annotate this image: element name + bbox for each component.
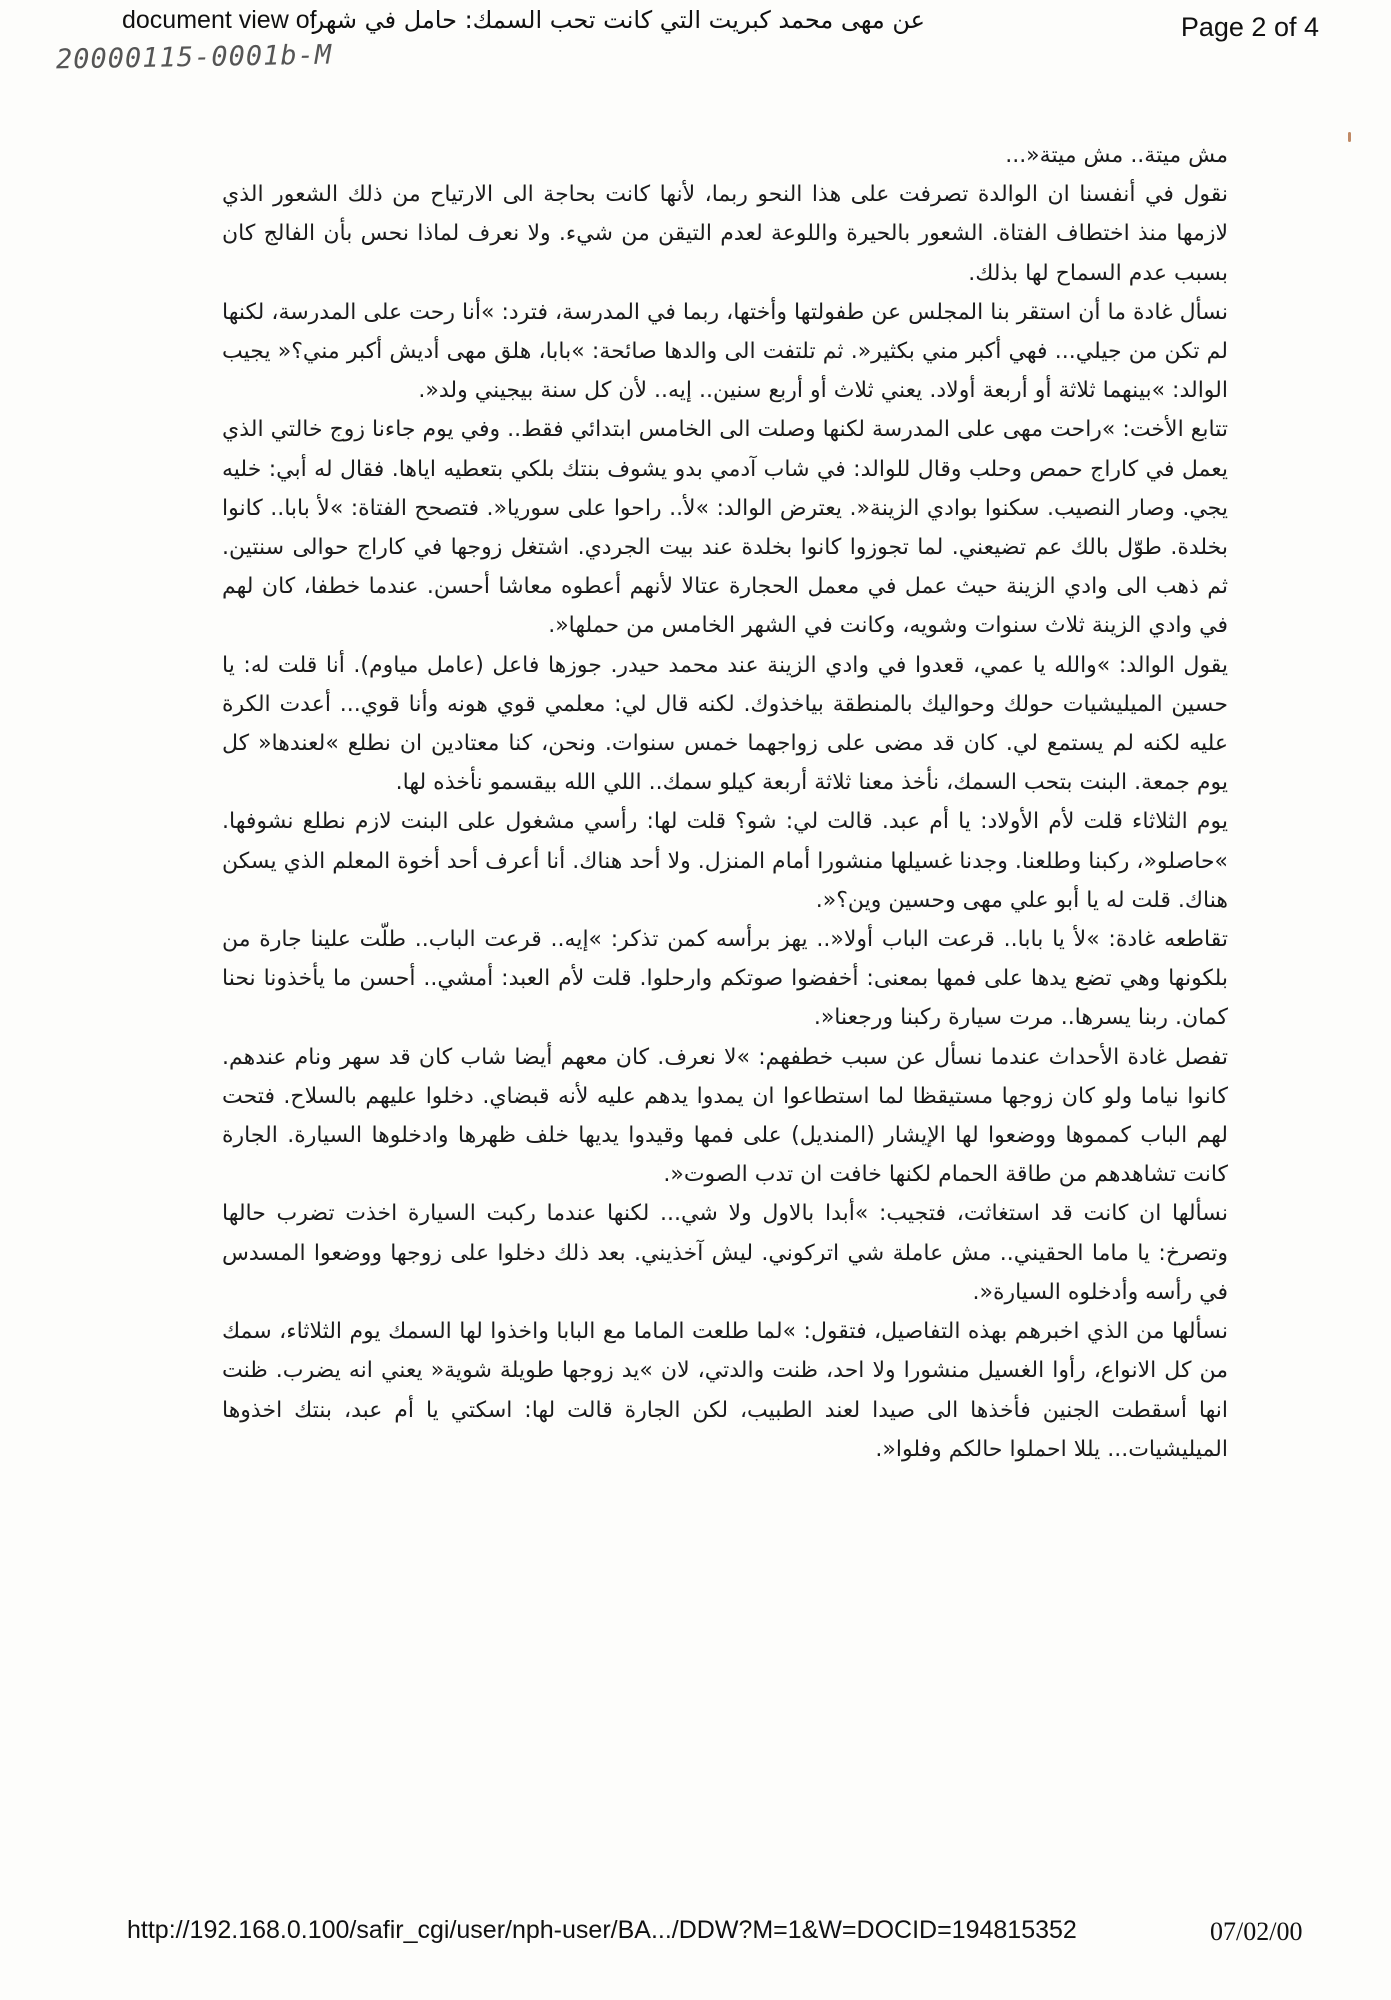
print-date: 07/02/00 <box>1210 1917 1303 1946</box>
document-title: عن مهى محمد كبريت التي كانت تحب السمك: حامل في شهر <box>312 6 925 34</box>
paragraph: يقول الوالد: »والله يا عمي، قعدوا في وادي الزينة عند محمد حيدر. جوزها فاعل (عامل مياوم). أنا قلت له: يا حسين الميليشيات حولك وحواليك بالمنطقة بياخذوك. لكنه قال لي: معلمي قوي هونه وأنا قوي... أعدت الكرة عليه لكنه لم يستمع لي. كان قد مضى على زواجهما خمس سنوات. ونحن، كنا معتادين ان نطلع »لعندها« كل يوم جمعة. البنت بتحب السمك، نأخذ معنا ثلاثة أربعة كيلو سمك.. اللي الله بيقسمو نأخذه لها. <box>222 652 1228 796</box>
paragraph: يوم الثلاثاء قلت لأم الأولاد: يا أم عبد. قالت لي: شو؟ قلت لها: رأسي مشغول على البنت لازم نطلع نشوفها. »حاصلو«، ركبنا وطلعنا. وجدنا غسيلها منشورا أمام المنزل. ولا أحد هناك. أنا أعرف أحد أخوة المعلم الذي يسكن هناك. قلت له يا أبو علي مهى وحسين وين؟«. <box>222 809 1228 913</box>
paragraph: تفصل غادة الأحداث عندما نسأل عن سبب خطفهم: »لا نعرف. كان معهم أيضا شاب كان قد سهر ونام عندهم. كانوا نياما ولو كان زوجها مستيقظا لما استطاعوا ان يمدوا يدهم عليه لأنه قبضاي. دخلوا عليهم بالسلاح. فتحت لهم الباب كمموها ووضعوا لها الإيشار (المنديل) على فمها وقيدوا يديها خلف ظهرها وادخلوها السيارة. الجارة كانت تشاهدهم من طاقة الحمام لكنها خافت ان تدب الصوت«. <box>222 1044 1228 1188</box>
paragraph: نسأل غادة ما أن استقر بنا المجلس عن طفولتها وأختها، ربما في المدرسة، فترد: »أنا رحت على المدرسة، لكنها لم تكن من جيلي... فهي أكبر مني بكثير«. ثم تلتفت الى والدها صائحة: »بابا، هلق مهى أديش أكبر مني؟« يجيب الوالد: »بينهما ثلاثة أو أربعة أولاد. يعني ثلاث أو أربع سنين.. إيه.. لأن كل سنة بيجيني ولد«. <box>222 299 1228 404</box>
article-body <box>222 136 1228 1469</box>
paragraph: تتابع الأخت: »راحت مهى على المدرسة لكنها وصلت الى الخامس ابتدائي فقط.. وفي يوم جاءنا زوج خالتي الذي يعمل في كاراج حمص وحلب وقال للوالد: في شاب آدمي بدو يشوف بنتك بلكي بتعطيه اياها. فقال له أبي: خليه يجي. وصار النصيب. سكنوا بوادي الزينة«. يعترض الوالد: »لأ.. راحوا على سوريا«. فتصحح الفتاة: »لأ بابا.. كانوا بخلدة. طوّل بالك عم تضيعني. لما تجوزوا كانوا بخلدة عند بيت الجردي. اشتغل زوجها في كاراج حوالى سنتين. ثم ذهب الى وادي الزينة حيث عمل في معمل الحجارة عتالا لأنهم أعطوه معاشا أحسن. عندما خطفا، كان لهم في وادي الزينة ثلاث سنوات وشويه، وكانت في الشهر الخامس من حملها«. <box>222 417 1228 639</box>
paragraph: تقاطعه غادة: »لأ يا بابا.. قرعت الباب أولا«.. يهز برأسه كمن تذكر: »إيه.. قرعت الباب.. طلّت علينا جارة من بلكونها وهي تضع يدها على فمها بمعنى: أخفضوا صوتكم وارحلوا. قلت لأم العبد: أمشي.. أحسن ما يأخذونا نحنا كمان. ربنا يسرها.. مرت سيارة ركبنا ورجعنا«. <box>222 927 1228 1031</box>
document-view-label: document view of <box>122 6 317 34</box>
page-indicator: Page 2 of 4 <box>1180 12 1319 42</box>
handwritten-reference-note: 20000115-0001b-M <box>55 39 333 76</box>
paragraph: نسألها ان كانت قد استغاثت، فتجيب: »أبدا بالاول ولا شي... لكنها عندما ركبت السيارة اخذت تضرب حالها وتصرخ: يا ماما الحقيني.. مش عاملة شي اتركوني. ليش آخذيني. بعد ذلك دخلوا على زوجها ووضعوا المسدس في رأسه وأدخلوه السيارة«. <box>222 1201 1228 1305</box>
source-url: http://192.168.0.100/safir_cgi/user/nph-user/BA.../DDW?M=1&W=DOCID=194815352 <box>127 1916 1077 1944</box>
paragraph: مش ميتة.. مش ميتة«... <box>1005 143 1228 168</box>
stray-ink-mark <box>1348 132 1351 142</box>
paragraph: نقول في أنفسنا ان الوالدة تصرفت على هذا النحو ربما، لأنها كانت بحاجة الى الارتياح من ذلك الشعور الذي لازمها منذ اختطاف الفتاة. الشعور بالحيرة واللوعة لعدم التيقن من شيء. ولا نعرف لماذا نحس بأن الفالج كان بسبب عدم السماح لها بذلك. <box>222 182 1228 286</box>
paragraph: نسألها من الذي اخبرهم بهذه التفاصيل، فتقول: »لما طلعت الماما مع البابا واخذوا لها السمك يوم الثلاثاء، سمك من كل الانواع، رأوا الغسيل منشورا ولا احد، ظنت والدتي، لان »يد زوجها طويلة شوية« يعني انه يضرب. ظنت انها أسقطت الجنين فأخذها الى صيدا لعند الطبيب، لكن الجارة قالت لها: اسكتي يا أم عبد، بنتك اخذوها الميليشيات... يللا احملوا حالكم وفلوا«. <box>222 1319 1228 1462</box>
